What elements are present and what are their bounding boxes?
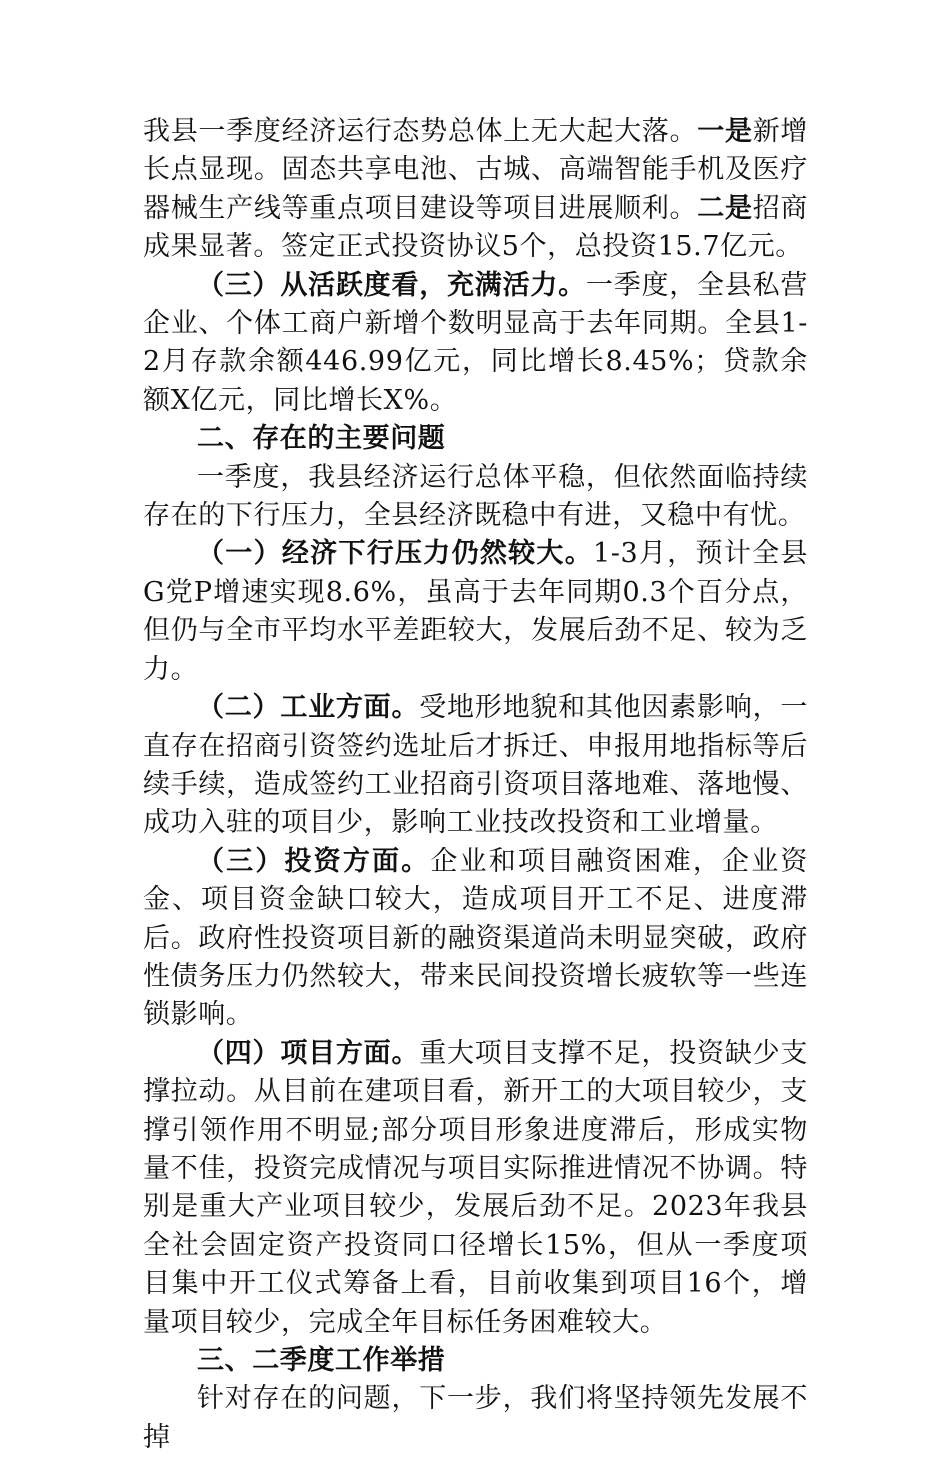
section-heading-measures: 三、二季度工作举措 (197, 1345, 446, 1376)
paragraph-lead: （四）项目方面。 (197, 1037, 420, 1069)
paragraph-projects (143, 1035, 808, 1342)
paragraph-text: 针对存在的问题，下一步，我们将坚持领先发展不掉 (143, 1383, 808, 1453)
paragraph-text: 我县一季度经济运行态势总体上无大起大落。 (143, 116, 698, 147)
paragraph-lead: （三）投资方面。 (197, 845, 431, 877)
paragraph-lead: （三）从活跃度看，充满活力。 (197, 269, 586, 301)
paragraph-lead: （二）工业方面。 (197, 692, 420, 724)
paragraph-lead: （一）经济下行压力仍然较大。 (197, 538, 593, 570)
bold-marker-second: 二是 (697, 192, 753, 224)
paragraph-text: 重大项目支撑不足，投资缺少支撑拉动。从目前在建项目看，新开工的大项目较少，支撑引领作用不明显;部分项目形象进度滞后，形成实物量不佳，投资完成情况与项目实际推进情况不协调。特别是重大产业项目较少，发展后劲不足。2023年我县全社会固定资产投资同口径增长15%，但从一季度项目集中开工仪式筹备上看，目前收集到项目16个，增量项目较少，完成全年目标任务困难较大。 (143, 1037, 808, 1338)
paragraph-activity (143, 267, 808, 421)
paragraph-text: 一季度，我县经济运行总体平稳，但依然面临持续存在的下行压力，全县经济既稳中有进，又稳中有忧。 (143, 461, 808, 532)
paragraph-downward-pressure (143, 535, 808, 689)
paragraph-text: 1-3月，预计全县G党P增速实现8.6%，虽高于去年同期0.3个百分点，但仍与全市平均水平差距较大，发展后劲不足、较为乏力。 (143, 538, 808, 685)
paragraph-investment (143, 843, 808, 1035)
paragraph-industry (143, 689, 808, 843)
paragraph-summary (143, 113, 808, 267)
paragraph-text: 受地形地貌和其他因素影响，一直存在招商引资签约选址后才拆迁、申报用地指标等后续手续，造成签约工业招商引资项目落地难、落地慢、成功入驻的项目少，影响工业技改投资和工业增量。 (143, 692, 808, 839)
paragraph-text: 企业和项目融资困难，企业资金、项目资金缺口较大，造成项目开工不足、进度滞后。政府性投资项目新的融资渠道尚未明显突破，政府性债务压力仍然较大，带来民间投资增长疲软等一些连锁影响。 (143, 845, 808, 1031)
paragraph-problems-intro (143, 459, 808, 536)
paragraph-text: 新增长点显现。固态共享电池、古城、高端智能手机及医疗器械生产线等重点项目建设等项目进展顺利。 (143, 116, 809, 224)
paragraph-text: 一季度，全县私营企业、个体工商户新增个数明显高于去年同期。全县1-2月存款余额446.99亿元，同比增长8.45%；贷款余额X亿元，同比增长X%。 (143, 269, 808, 416)
section-heading-problems: 二、存在的主要问题 (197, 423, 446, 455)
document-body (143, 113, 808, 1457)
paragraph-next-steps (143, 1380, 808, 1457)
paragraph-text: 招商成果显著。签定正式投资协议5个，总投资15.7亿元。 (143, 192, 809, 263)
bold-marker-first: 一是 (697, 116, 753, 147)
